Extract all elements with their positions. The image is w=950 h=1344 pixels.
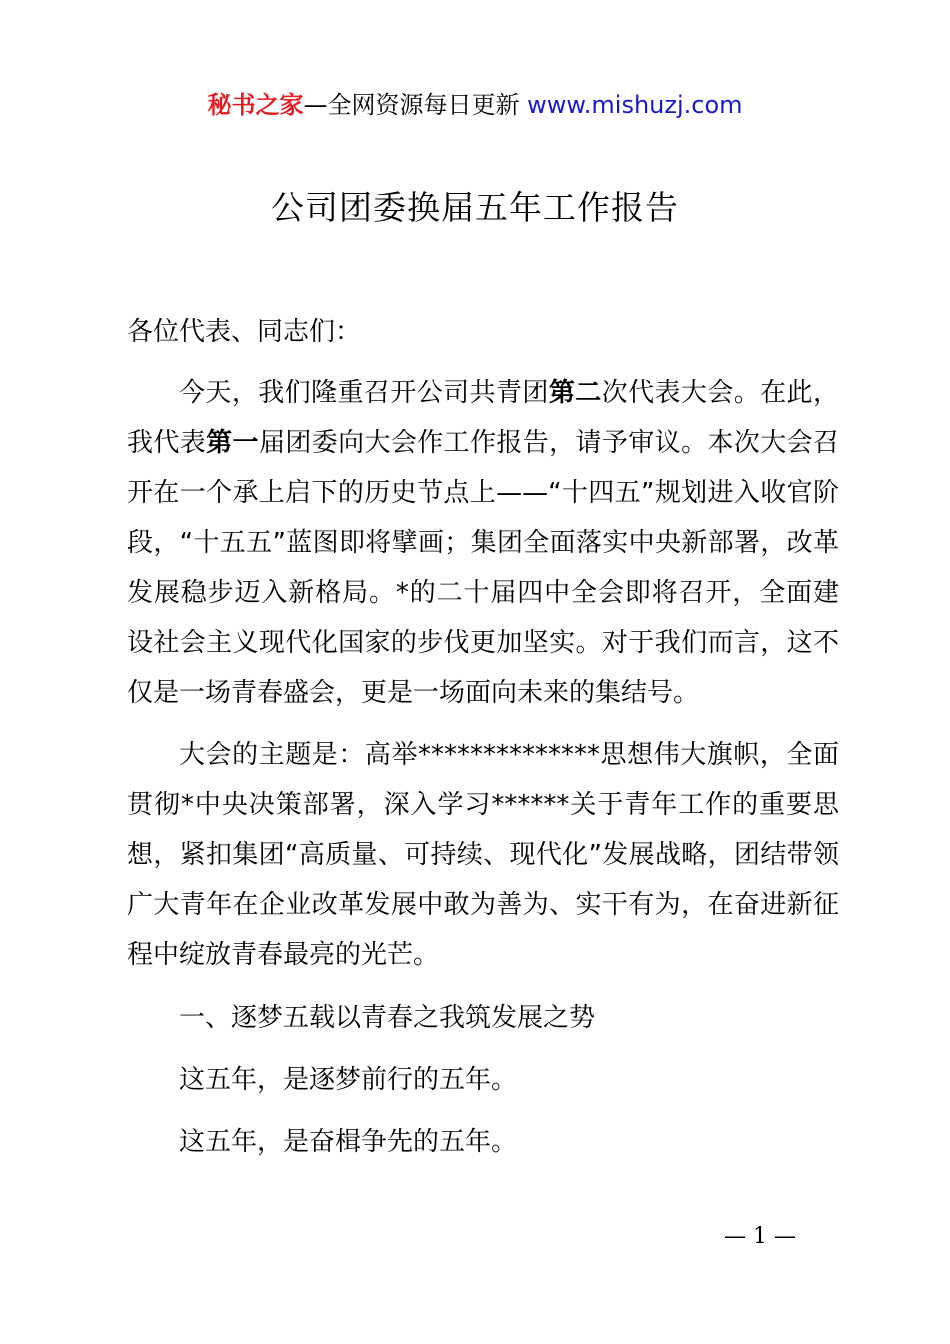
list-line-1: 这五年，是逐梦前行的五年。 — [179, 1065, 518, 1095]
paragraph-opening-text-2: 次代表大会。在此，我代表 — [127, 378, 839, 458]
header-tagline: —全网资源每日更新 — [303, 91, 520, 119]
document-title: 公司团委换届五年工作报告 — [271, 188, 679, 227]
paragraph-opening-bold-1: 第二 — [548, 378, 602, 408]
paragraph-opening-bold-2: 第一 — [206, 428, 259, 458]
paragraph-opening-text-1: 今天，我们隆重召开公司共青团 — [179, 378, 549, 408]
site-header — [0, 88, 950, 122]
site-url-link[interactable]: www.mishuzj.com — [527, 91, 743, 119]
page-number: — 1 — — [724, 1224, 796, 1249]
paragraph-opening-text-3: 届团委向大会作工作报告，请予审议。本次大会召开在一个承上启下的历史节点上——“十四五”规划进入收官阶段，“十五五”蓝图即将擘画；集团全面落实中央新部署，改革发展稳步迈入新格局。*的二十届四中全会即将召开，全面建设社会主义现代化国家的步伐更加坚实。对于我们而言，这不仅是一场青春盛会，更是一场面向未来的集结号。 — [127, 428, 839, 708]
section-heading: 一、逐梦五载以青春之我筑发展之势 — [179, 1003, 596, 1033]
paragraph-theme: 大会的主题是：高举**************思想伟大旗帜，全面贯彻*中央决策部署，深入学习******关于青年工作的重要思想，紧扣集团“高质量、可持续、现代化”发展战略，团结带领广大青年在企业改革发展中敢为善为、实干有为，在奋进新征程中绽放青春最亮的光芒。 — [127, 740, 839, 970]
salutation: 各位代表、同志们： — [127, 317, 362, 347]
list-line-2: 这五年，是奋楫争先的五年。 — [179, 1127, 518, 1157]
brand-name: 秘书之家 — [207, 91, 304, 119]
paragraph-opening — [127, 368, 839, 718]
